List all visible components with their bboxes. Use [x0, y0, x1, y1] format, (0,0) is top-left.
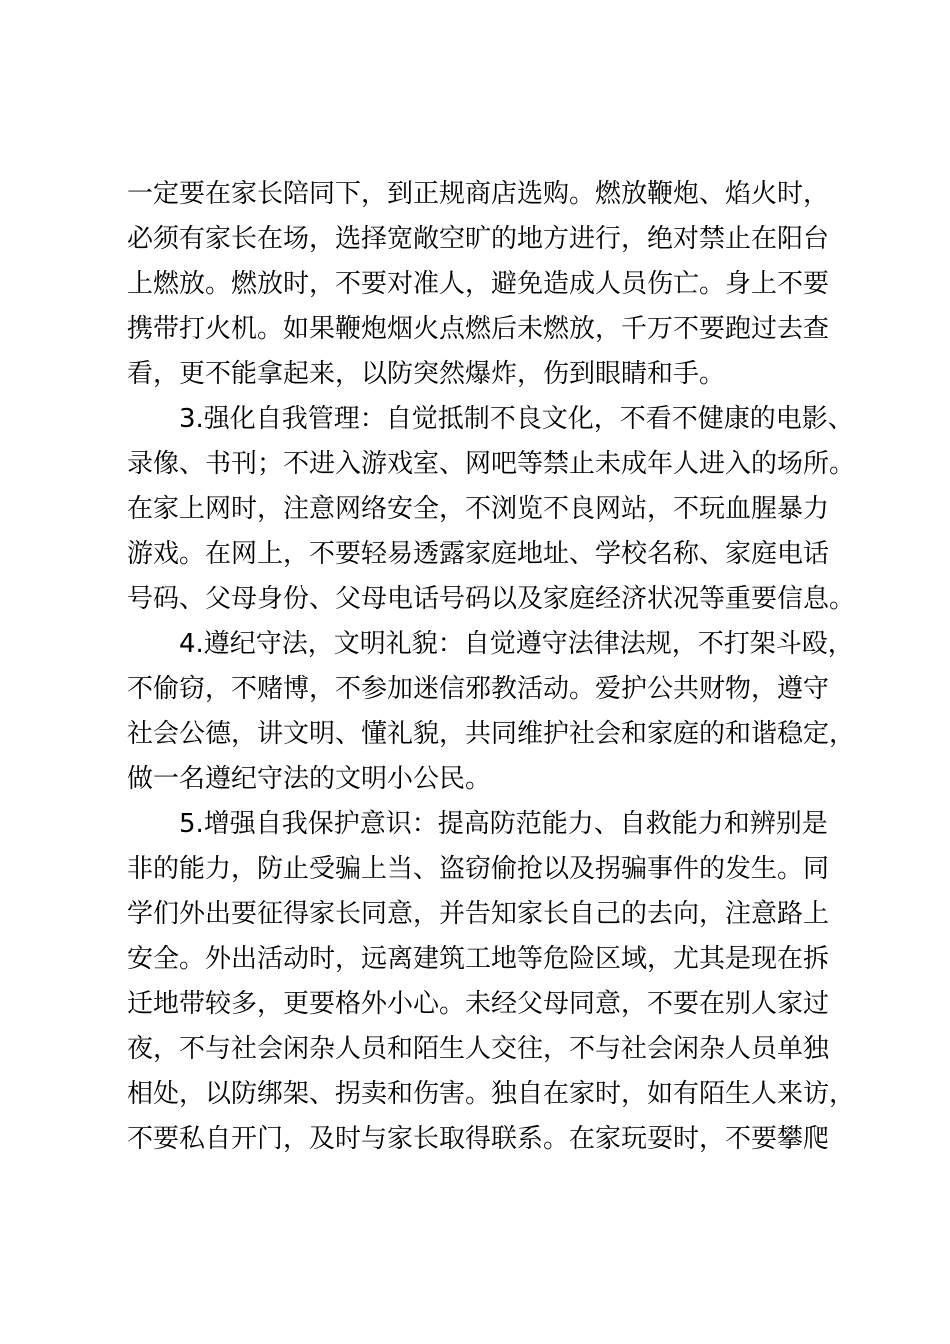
text-line: 不要私自开门，及时与家长取得联系。在家玩耍时，不要攀爬 — [127, 1124, 830, 1154]
text-line: 上燃放。燃放时，不要对准人，避免造成人员伤亡。身上不要 — [127, 269, 830, 299]
paragraph-start-line: 5.增强自我保护意识：提高防范能力、自救能力和辨别是 — [179, 809, 828, 839]
paragraph-start-line: 3.强化自我管理：自觉抵制不良文化，不看不健康的电影、 — [179, 404, 854, 434]
paragraph-start-line: 4.遵纪守法，文明礼貌：自觉遵守法律法规，不打架斗殴， — [179, 629, 854, 659]
text-line: 做一名遵纪守法的文明小公民。 — [127, 764, 492, 794]
text-line: 非的能力，防止受骗上当、盗窃偷抢以及拐骗事件的发生。同 — [127, 854, 830, 884]
text-line: 学们外出要征得家长同意，并告知家长自己的去向，注意路上 — [127, 899, 830, 929]
text-line: 迁地带较多，更要格外小心。未经父母同意，不要在别人家过 — [127, 989, 830, 1019]
text-line: 必须有家长在场，选择宽敞空旷的地方进行，绝对禁止在阳台 — [127, 224, 830, 254]
text-line: 一定要在家长陪同下，到正规商店选购。燃放鞭炮、焰火时， — [127, 179, 830, 209]
text-line: 携带打火机。如果鞭炮烟火点燃后未燃放，千万不要跑过去查 — [127, 314, 830, 344]
text-line: 社会公德，讲文明、懂礼貌，共同维护社会和家庭的和谐稳定， — [127, 719, 856, 749]
text-line: 夜，不与社会闲杂人员和陌生人交往，不与社会闲杂人员单独 — [127, 1034, 830, 1064]
text-line: 相处，以防绑架、拐卖和伤害。独自在家时，如有陌生人来访， — [127, 1079, 856, 1109]
text-line: 在家上网时，注意网络安全，不浏览不良网站，不玩血腥暴力 — [127, 494, 830, 524]
text-line: 号码、父母身份、父母电话号码以及家庭经济状况等重要信息。 — [127, 584, 856, 614]
text-line: 安全。外出活动时，远离建筑工地等危险区域，尤其是现在拆 — [127, 944, 830, 974]
text-line: 录像、书刊；不进入游戏室、网吧等禁止未成年人进入的场所。 — [127, 449, 856, 479]
body-text — [127, 172, 857, 1162]
text-line: 看，更不能拿起来，以防突然爆炸，伤到眼睛和手。 — [127, 359, 726, 389]
text-line: 游戏。在网上，不要轻易透露家庭地址、学校名称、家庭电话 — [127, 539, 830, 569]
text-line: 不偷窃，不赌博，不参加迷信邪教活动。爱护公共财物，遵守 — [127, 674, 830, 704]
